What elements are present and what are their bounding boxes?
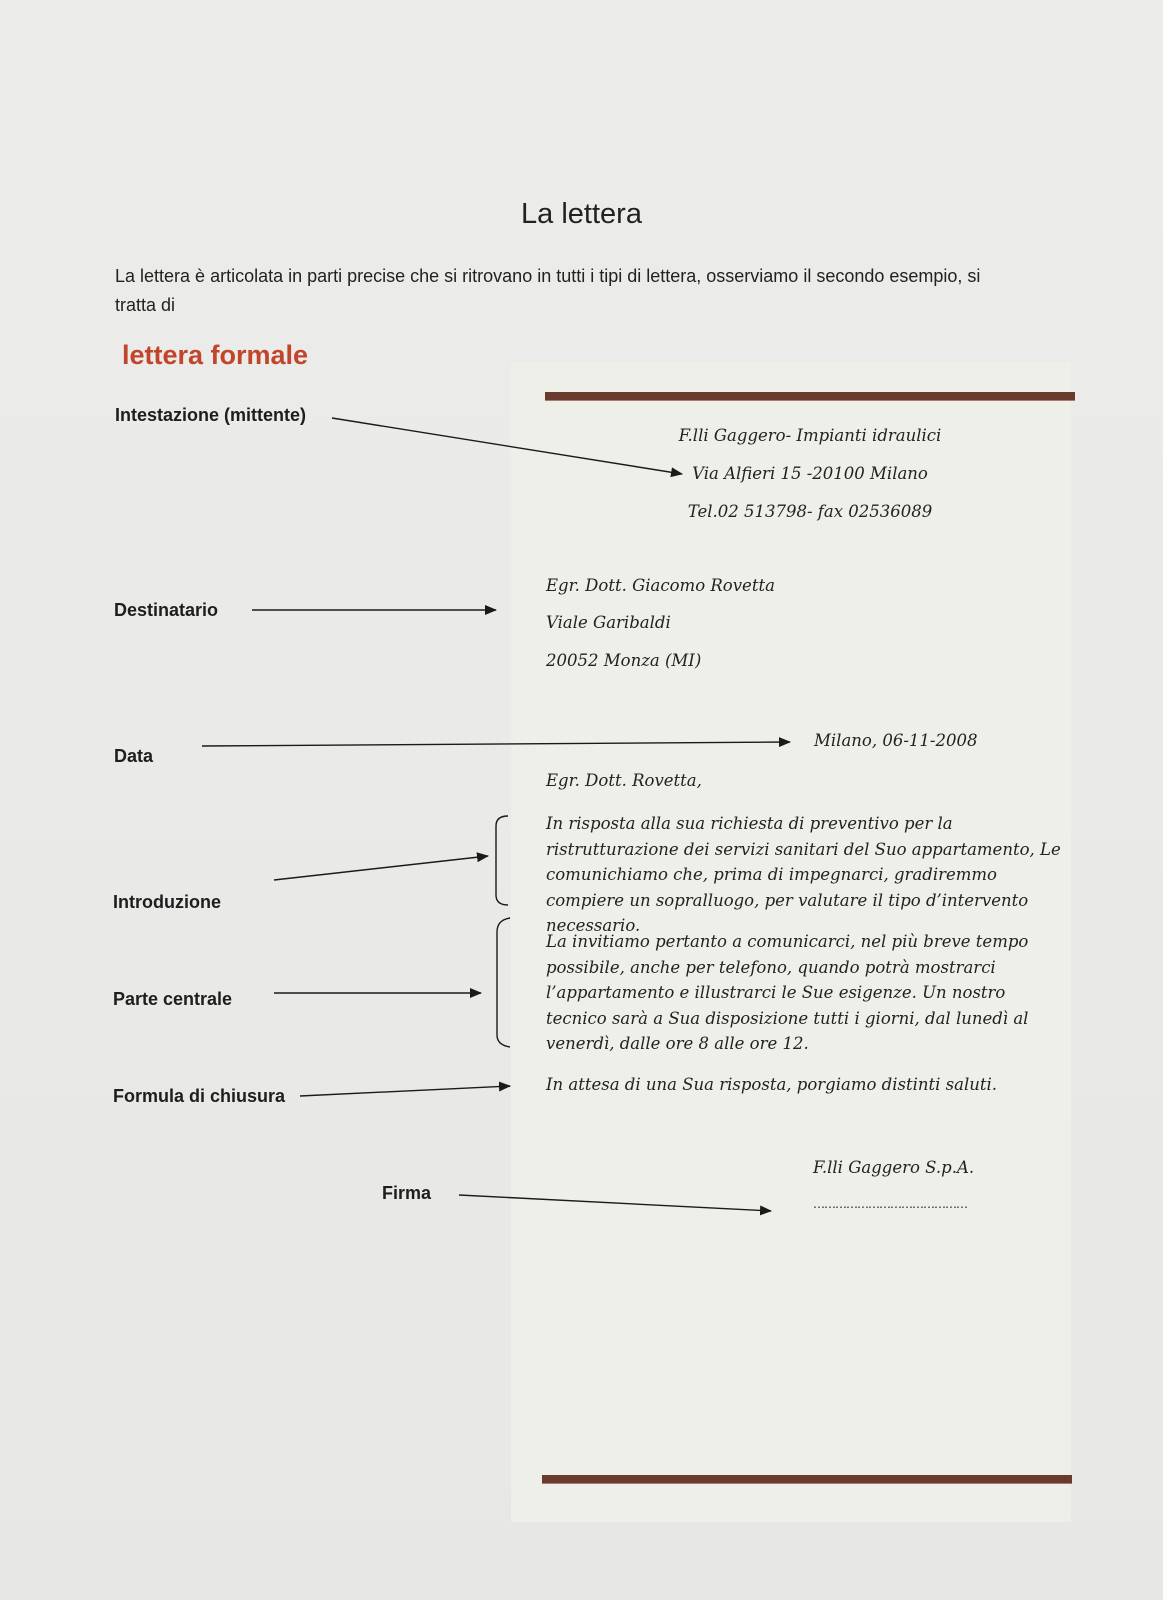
recipient-line-2: Viale Garibaldi (546, 613, 671, 632)
letter-salutation: Egr. Dott. Rovetta, (546, 771, 702, 790)
arrow-intestazione (332, 418, 682, 474)
letter-closing: In attesa di una Sua risposta, porgiamo distinti saluti. (546, 1075, 998, 1094)
recipient-line-1: Egr. Dott. Giacomo Rovetta (546, 576, 775, 595)
sender-line-3: Tel.02 513798- fax 02536089 (687, 502, 933, 521)
letter-introduction: In risposta alla sua richiesta di preventivo per la ristrutturazione dei servizi sanitari del Suo appartamento, Le comunichiamo che, prima di impegnarci, gradiremmo compiere un sopralluogo, per valutare il tipo d’intervento necessario. (546, 814, 1061, 935)
sender-line-2: Via Alfieri 15 -20100 Milano (692, 464, 928, 483)
label-intestazione: Intestazione (mittente) (115, 405, 307, 425)
section-subtitle: lettera formale (122, 340, 309, 370)
bracket-introduzione (496, 816, 508, 905)
arrow-formula-chiusura (300, 1086, 510, 1096)
label-parte-centrale: Parte centrale (113, 989, 233, 1009)
label-data: Data (114, 746, 154, 766)
letter-date: Milano, 06-11-2008 (814, 731, 978, 750)
bracket-parte-centrale (497, 918, 510, 1047)
sender-line-1: F.lli Gaggero- Impianti idraulici (678, 426, 942, 445)
recipient-line-3: 20052 Monza (MI) (546, 651, 702, 670)
arrow-firma (459, 1195, 771, 1211)
arrow-data (202, 742, 790, 746)
page-title: La lettera (521, 198, 642, 230)
signature-line: …………………………………… (813, 1197, 967, 1211)
label-formula-chiusura: Formula di chiusura (113, 1086, 286, 1106)
label-firma: Firma (382, 1183, 432, 1203)
signature-name: F.lli Gaggero S.p.A. (813, 1158, 975, 1177)
intro-paragraph: La lettera è articolata in parti precise che si ritrovano in tutti i tipi di lettera, osserviamo il secondo esempio, si tratta di (115, 266, 981, 315)
arrow-introduzione (274, 856, 488, 880)
label-introduzione: Introduzione (113, 892, 221, 912)
label-destinatario: Destinatario (114, 600, 219, 620)
letter-body: La invitiamo pertanto a comunicarci, nel più breve tempo possibile, anche per telefono, quando potrà mostrarci l’appartamento e illustrarci le Sue esigenze. Un nostro tecnico sarà a Sua disposizione tutti i giorni, dal lunedì al venerdì, dalle ore 8 alle ore 12. (546, 932, 1029, 1053)
